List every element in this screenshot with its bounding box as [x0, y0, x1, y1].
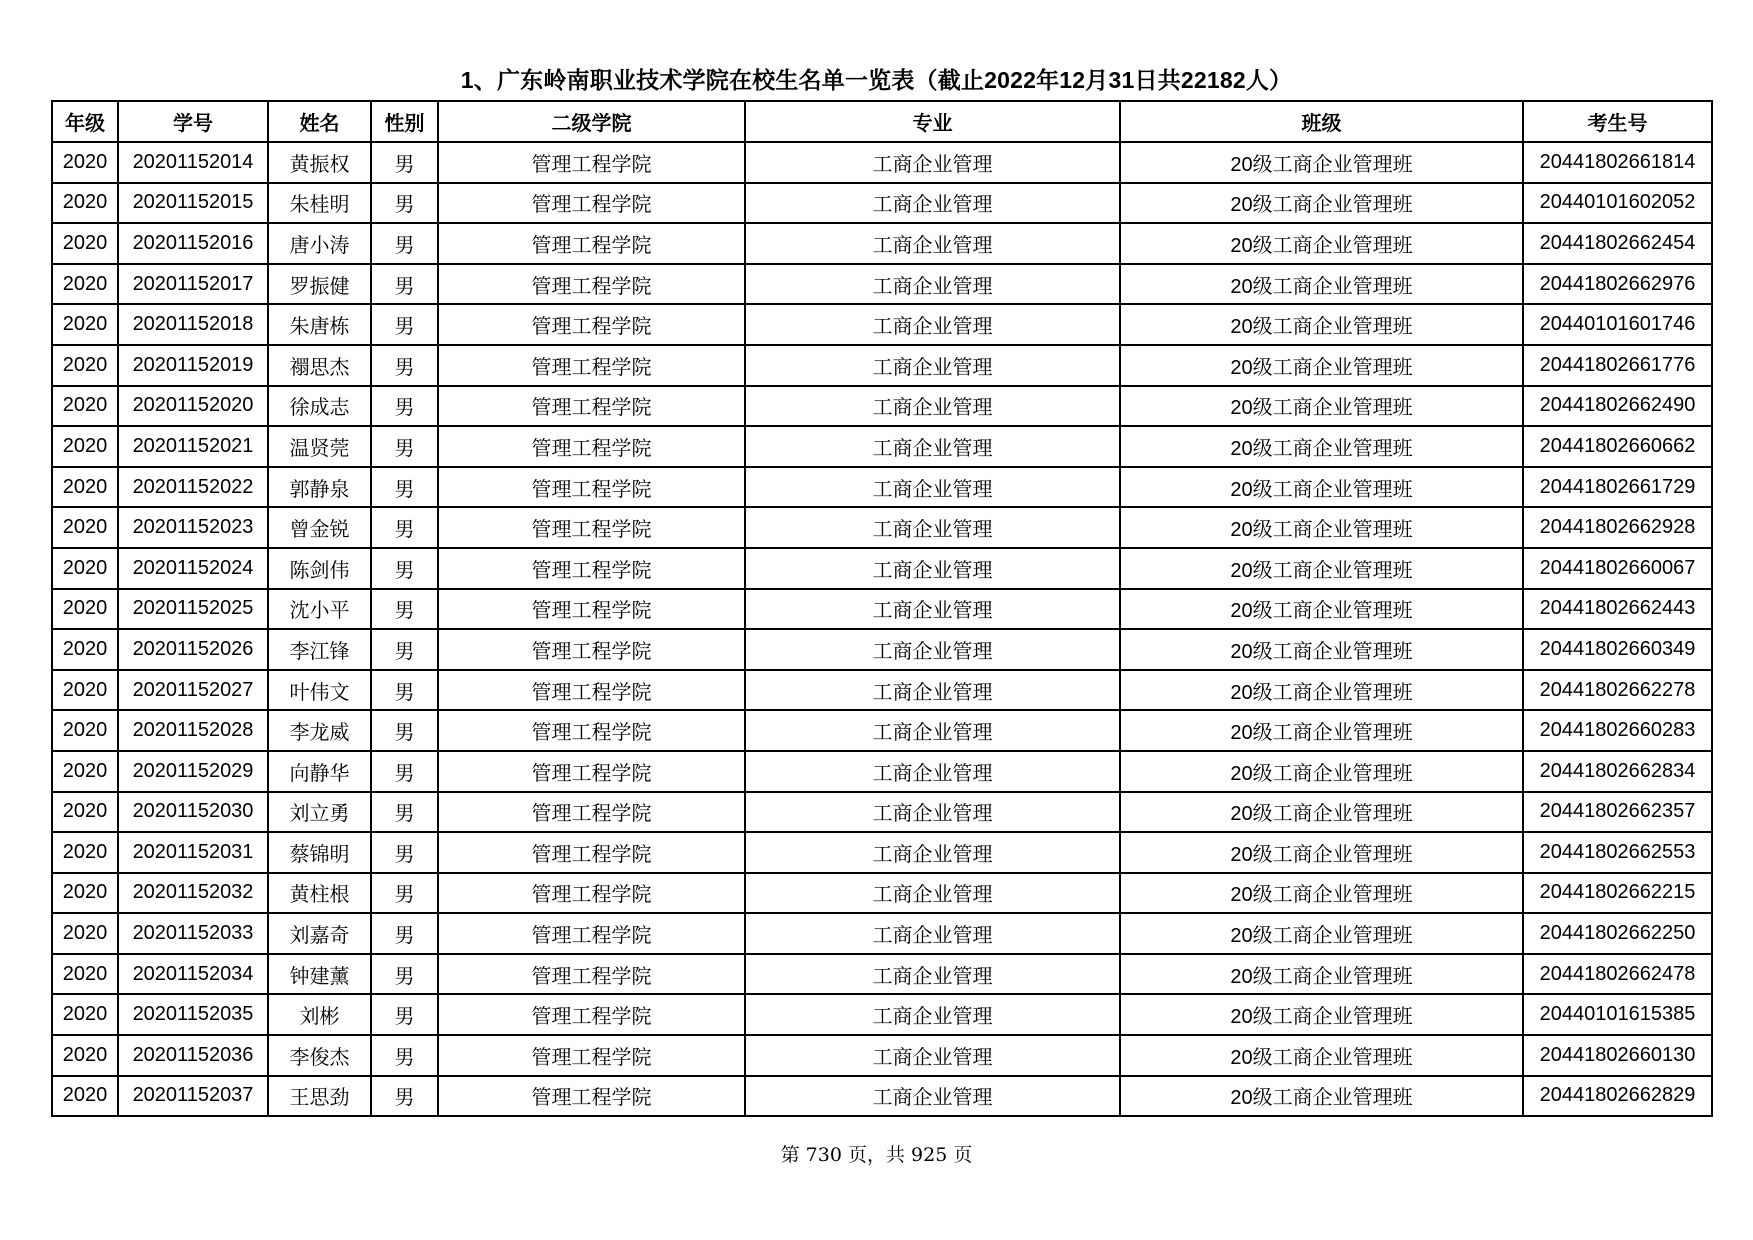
- student-id-cell: 20201152033: [118, 913, 268, 954]
- gender-cell: 男: [371, 426, 438, 467]
- exam-number-cell: 20440101601746: [1523, 304, 1712, 345]
- exam-number-cell: 20441802662928: [1523, 507, 1712, 548]
- exam-number-cell: 20441802661776: [1523, 345, 1712, 386]
- name-cell: 郭静泉: [268, 467, 371, 508]
- name-cell: 徐成志: [268, 386, 371, 427]
- class-cell: 20级工商企业管理班: [1120, 507, 1523, 548]
- student-id-cell: 20201152024: [118, 548, 268, 589]
- class-cell: 20级工商企业管理班: [1120, 467, 1523, 508]
- name-cell: 沈小平: [268, 589, 371, 630]
- major-cell: 工商企业管理: [745, 913, 1120, 954]
- class-cell: 20级工商企业管理班: [1120, 792, 1523, 833]
- college-cell: 管理工程学院: [438, 264, 745, 305]
- gender-cell: 男: [371, 873, 438, 914]
- class-cell: 20级工商企业管理班: [1120, 386, 1523, 427]
- class-cell: 20级工商企业管理班: [1120, 954, 1523, 995]
- gender-cell: 男: [371, 223, 438, 264]
- major-cell: 工商企业管理: [745, 507, 1120, 548]
- class-cell: 20级工商企业管理班: [1120, 426, 1523, 467]
- student-id-cell: 20201152032: [118, 873, 268, 914]
- major-cell: 工商企业管理: [745, 142, 1120, 183]
- college-cell: 管理工程学院: [438, 1076, 745, 1117]
- column-header-class: 班级: [1120, 101, 1523, 142]
- page-number: 第 730 页，共 925 页: [780, 1144, 973, 1166]
- major-cell: 工商企业管理: [745, 386, 1120, 427]
- table-row: [52, 751, 1712, 792]
- college-cell: 管理工程学院: [438, 751, 745, 792]
- gender-cell: 男: [371, 467, 438, 508]
- student-id-cell: 20201152031: [118, 832, 268, 873]
- grade-cell: 2020: [52, 994, 118, 1035]
- table-row: [52, 426, 1712, 467]
- college-cell: 管理工程学院: [438, 304, 745, 345]
- college-cell: 管理工程学院: [438, 183, 745, 224]
- exam-number-cell: 20441802662357: [1523, 792, 1712, 833]
- name-cell: 李龙威: [268, 710, 371, 751]
- exam-number-cell: 20441802660283: [1523, 710, 1712, 751]
- major-cell: 工商企业管理: [745, 589, 1120, 630]
- gender-cell: 男: [371, 1035, 438, 1076]
- table-row: [52, 832, 1712, 873]
- exam-number-cell: 20441802662976: [1523, 264, 1712, 305]
- name-cell: 蔡锦明: [268, 832, 371, 873]
- table-body: [52, 142, 1712, 1116]
- major-cell: 工商企业管理: [745, 629, 1120, 670]
- table-row: [52, 629, 1712, 670]
- name-cell: 王思劲: [268, 1076, 371, 1117]
- grade-cell: 2020: [52, 589, 118, 630]
- student-id-cell: 20201152036: [118, 1035, 268, 1076]
- exam-number-cell: 20441802662443: [1523, 589, 1712, 630]
- college-cell: 管理工程学院: [438, 345, 745, 386]
- table-row: [52, 467, 1712, 508]
- college-cell: 管理工程学院: [438, 710, 745, 751]
- column-header-name: 姓名: [268, 101, 371, 142]
- column-header-major: 专业: [745, 101, 1120, 142]
- student-id-cell: 20201152015: [118, 183, 268, 224]
- student-id-cell: 20201152037: [118, 1076, 268, 1117]
- exam-number-cell: 20441802662490: [1523, 386, 1712, 427]
- exam-number-cell: 20440101615385: [1523, 994, 1712, 1035]
- class-cell: 20级工商企业管理班: [1120, 223, 1523, 264]
- grade-cell: 2020: [52, 426, 118, 467]
- name-cell: 陈剑伟: [268, 548, 371, 589]
- grade-cell: 2020: [52, 223, 118, 264]
- major-cell: 工商企业管理: [745, 426, 1120, 467]
- grade-cell: 2020: [52, 304, 118, 345]
- grade-cell: 2020: [52, 1035, 118, 1076]
- grade-cell: 2020: [52, 670, 118, 711]
- major-cell: 工商企业管理: [745, 710, 1120, 751]
- name-cell: 唐小涛: [268, 223, 371, 264]
- gender-cell: 男: [371, 142, 438, 183]
- grade-cell: 2020: [52, 467, 118, 508]
- college-cell: 管理工程学院: [438, 629, 745, 670]
- name-cell: 钟建薰: [268, 954, 371, 995]
- major-cell: 工商企业管理: [745, 751, 1120, 792]
- class-cell: 20级工商企业管理班: [1120, 1076, 1523, 1117]
- major-cell: 工商企业管理: [745, 304, 1120, 345]
- table-row: [52, 223, 1712, 264]
- grade-cell: 2020: [52, 142, 118, 183]
- college-cell: 管理工程学院: [438, 1035, 745, 1076]
- college-cell: 管理工程学院: [438, 873, 745, 914]
- table-row: [52, 264, 1712, 305]
- class-cell: 20级工商企业管理班: [1120, 1035, 1523, 1076]
- grade-cell: 2020: [52, 264, 118, 305]
- college-cell: 管理工程学院: [438, 142, 745, 183]
- exam-number-cell: 20441802660067: [1523, 548, 1712, 589]
- page-title: 1、广东岭南职业技术学院在校生名单一览表（截止2022年12月31日共22182人）: [460, 67, 1293, 93]
- table-row: [52, 913, 1712, 954]
- name-cell: 曾金锐: [268, 507, 371, 548]
- grade-cell: 2020: [52, 629, 118, 670]
- major-cell: 工商企业管理: [745, 792, 1120, 833]
- exam-number-cell: 20441802662478: [1523, 954, 1712, 995]
- table-row: [52, 873, 1712, 914]
- student-id-cell: 20201152030: [118, 792, 268, 833]
- gender-cell: 男: [371, 954, 438, 995]
- major-cell: 工商企业管理: [745, 670, 1120, 711]
- class-cell: 20级工商企业管理班: [1120, 873, 1523, 914]
- student-id-cell: 20201152028: [118, 710, 268, 751]
- table-row: [52, 507, 1712, 548]
- student-id-cell: 20201152034: [118, 954, 268, 995]
- grade-cell: 2020: [52, 548, 118, 589]
- table-row: [52, 142, 1712, 183]
- name-cell: 李江锋: [268, 629, 371, 670]
- table-row: [52, 1035, 1712, 1076]
- column-header-college: 二级学院: [438, 101, 745, 142]
- class-cell: 20级工商企业管理班: [1120, 548, 1523, 589]
- table-row: [52, 792, 1712, 833]
- grade-cell: 2020: [52, 1076, 118, 1117]
- table-row: [52, 670, 1712, 711]
- gender-cell: 男: [371, 1076, 438, 1117]
- college-cell: 管理工程学院: [438, 954, 745, 995]
- grade-cell: 2020: [52, 710, 118, 751]
- exam-number-cell: 20441802662215: [1523, 873, 1712, 914]
- major-cell: 工商企业管理: [745, 994, 1120, 1035]
- gender-cell: 男: [371, 264, 438, 305]
- name-cell: 禤思杰: [268, 345, 371, 386]
- major-cell: 工商企业管理: [745, 832, 1120, 873]
- major-cell: 工商企业管理: [745, 954, 1120, 995]
- exam-number-cell: 20441802662250: [1523, 913, 1712, 954]
- table-row: [52, 386, 1712, 427]
- exam-number-cell: 20441802661729: [1523, 467, 1712, 508]
- major-cell: 工商企业管理: [745, 1076, 1120, 1117]
- college-cell: 管理工程学院: [438, 792, 745, 833]
- major-cell: 工商企业管理: [745, 548, 1120, 589]
- name-cell: 李俊杰: [268, 1035, 371, 1076]
- gender-cell: 男: [371, 832, 438, 873]
- name-cell: 罗振健: [268, 264, 371, 305]
- major-cell: 工商企业管理: [745, 1035, 1120, 1076]
- name-cell: 朱唐栋: [268, 304, 371, 345]
- column-header-gender: 性别: [371, 101, 438, 142]
- name-cell: 黄振权: [268, 142, 371, 183]
- gender-cell: 男: [371, 548, 438, 589]
- grade-cell: 2020: [52, 507, 118, 548]
- column-header-exam-number: 考生号: [1523, 101, 1712, 142]
- college-cell: 管理工程学院: [438, 223, 745, 264]
- name-cell: 刘彬: [268, 994, 371, 1035]
- name-cell: 温贤莞: [268, 426, 371, 467]
- class-cell: 20级工商企业管理班: [1120, 304, 1523, 345]
- student-id-cell: 20201152018: [118, 304, 268, 345]
- student-id-cell: 20201152023: [118, 507, 268, 548]
- name-cell: 叶伟文: [268, 670, 371, 711]
- grade-cell: 2020: [52, 183, 118, 224]
- college-cell: 管理工程学院: [438, 507, 745, 548]
- table-row: [52, 589, 1712, 630]
- name-cell: 黄柱根: [268, 873, 371, 914]
- grade-cell: 2020: [52, 345, 118, 386]
- class-cell: 20级工商企业管理班: [1120, 994, 1523, 1035]
- table-row: [52, 954, 1712, 995]
- student-roster-table: [51, 100, 1713, 1117]
- student-id-cell: 20201152027: [118, 670, 268, 711]
- gender-cell: 男: [371, 670, 438, 711]
- table-header-row: [52, 101, 1712, 142]
- class-cell: 20级工商企业管理班: [1120, 183, 1523, 224]
- gender-cell: 男: [371, 345, 438, 386]
- student-id-cell: 20201152019: [118, 345, 268, 386]
- class-cell: 20级工商企业管理班: [1120, 264, 1523, 305]
- exam-number-cell: 20440101602052: [1523, 183, 1712, 224]
- college-cell: 管理工程学院: [438, 548, 745, 589]
- major-cell: 工商企业管理: [745, 264, 1120, 305]
- college-cell: 管理工程学院: [438, 426, 745, 467]
- table-row: [52, 345, 1712, 386]
- table-row: [52, 1076, 1712, 1117]
- student-id-cell: 20201152016: [118, 223, 268, 264]
- gender-cell: 男: [371, 386, 438, 427]
- table-row: [52, 994, 1712, 1035]
- name-cell: 朱桂明: [268, 183, 371, 224]
- student-id-cell: 20201152035: [118, 994, 268, 1035]
- grade-cell: 2020: [52, 954, 118, 995]
- class-cell: 20级工商企业管理班: [1120, 629, 1523, 670]
- column-header-student-id: 学号: [118, 101, 268, 142]
- name-cell: 刘立勇: [268, 792, 371, 833]
- major-cell: 工商企业管理: [745, 223, 1120, 264]
- name-cell: 刘嘉奇: [268, 913, 371, 954]
- student-id-cell: 20201152026: [118, 629, 268, 670]
- gender-cell: 男: [371, 710, 438, 751]
- grade-cell: 2020: [52, 751, 118, 792]
- college-cell: 管理工程学院: [438, 994, 745, 1035]
- class-cell: 20级工商企业管理班: [1120, 670, 1523, 711]
- major-cell: 工商企业管理: [745, 467, 1120, 508]
- exam-number-cell: 20441802662553: [1523, 832, 1712, 873]
- student-id-cell: 20201152022: [118, 467, 268, 508]
- gender-cell: 男: [371, 751, 438, 792]
- student-id-cell: 20201152014: [118, 142, 268, 183]
- table-row: [52, 710, 1712, 751]
- class-cell: 20级工商企业管理班: [1120, 142, 1523, 183]
- exam-number-cell: 20441802660349: [1523, 629, 1712, 670]
- exam-number-cell: 20441802660662: [1523, 426, 1712, 467]
- column-header-grade: 年级: [52, 101, 118, 142]
- gender-cell: 男: [371, 792, 438, 833]
- major-cell: 工商企业管理: [745, 873, 1120, 914]
- grade-cell: 2020: [52, 386, 118, 427]
- college-cell: 管理工程学院: [438, 467, 745, 508]
- gender-cell: 男: [371, 913, 438, 954]
- major-cell: 工商企业管理: [745, 345, 1120, 386]
- gender-cell: 男: [371, 304, 438, 345]
- table-row: [52, 548, 1712, 589]
- exam-number-cell: 20441802662829: [1523, 1076, 1712, 1117]
- gender-cell: 男: [371, 589, 438, 630]
- student-id-cell: 20201152021: [118, 426, 268, 467]
- name-cell: 向静华: [268, 751, 371, 792]
- exam-number-cell: 20441802662278: [1523, 670, 1712, 711]
- student-id-cell: 20201152025: [118, 589, 268, 630]
- class-cell: 20级工商企业管理班: [1120, 710, 1523, 751]
- grade-cell: 2020: [52, 792, 118, 833]
- grade-cell: 2020: [52, 913, 118, 954]
- college-cell: 管理工程学院: [438, 670, 745, 711]
- major-cell: 工商企业管理: [745, 183, 1120, 224]
- college-cell: 管理工程学院: [438, 386, 745, 427]
- class-cell: 20级工商企业管理班: [1120, 345, 1523, 386]
- class-cell: 20级工商企业管理班: [1120, 913, 1523, 954]
- table-row: [52, 183, 1712, 224]
- gender-cell: 男: [371, 507, 438, 548]
- table-row: [52, 304, 1712, 345]
- college-cell: 管理工程学院: [438, 913, 745, 954]
- grade-cell: 2020: [52, 832, 118, 873]
- grade-cell: 2020: [52, 873, 118, 914]
- exam-number-cell: 20441802662454: [1523, 223, 1712, 264]
- student-id-cell: 20201152017: [118, 264, 268, 305]
- student-id-cell: 20201152020: [118, 386, 268, 427]
- college-cell: 管理工程学院: [438, 832, 745, 873]
- class-cell: 20级工商企业管理班: [1120, 832, 1523, 873]
- college-cell: 管理工程学院: [438, 589, 745, 630]
- class-cell: 20级工商企业管理班: [1120, 589, 1523, 630]
- class-cell: 20级工商企业管理班: [1120, 751, 1523, 792]
- exam-number-cell: 20441802662834: [1523, 751, 1712, 792]
- exam-number-cell: 20441802660130: [1523, 1035, 1712, 1076]
- gender-cell: 男: [371, 994, 438, 1035]
- gender-cell: 男: [371, 183, 438, 224]
- student-id-cell: 20201152029: [118, 751, 268, 792]
- exam-number-cell: 20441802661814: [1523, 142, 1712, 183]
- gender-cell: 男: [371, 629, 438, 670]
